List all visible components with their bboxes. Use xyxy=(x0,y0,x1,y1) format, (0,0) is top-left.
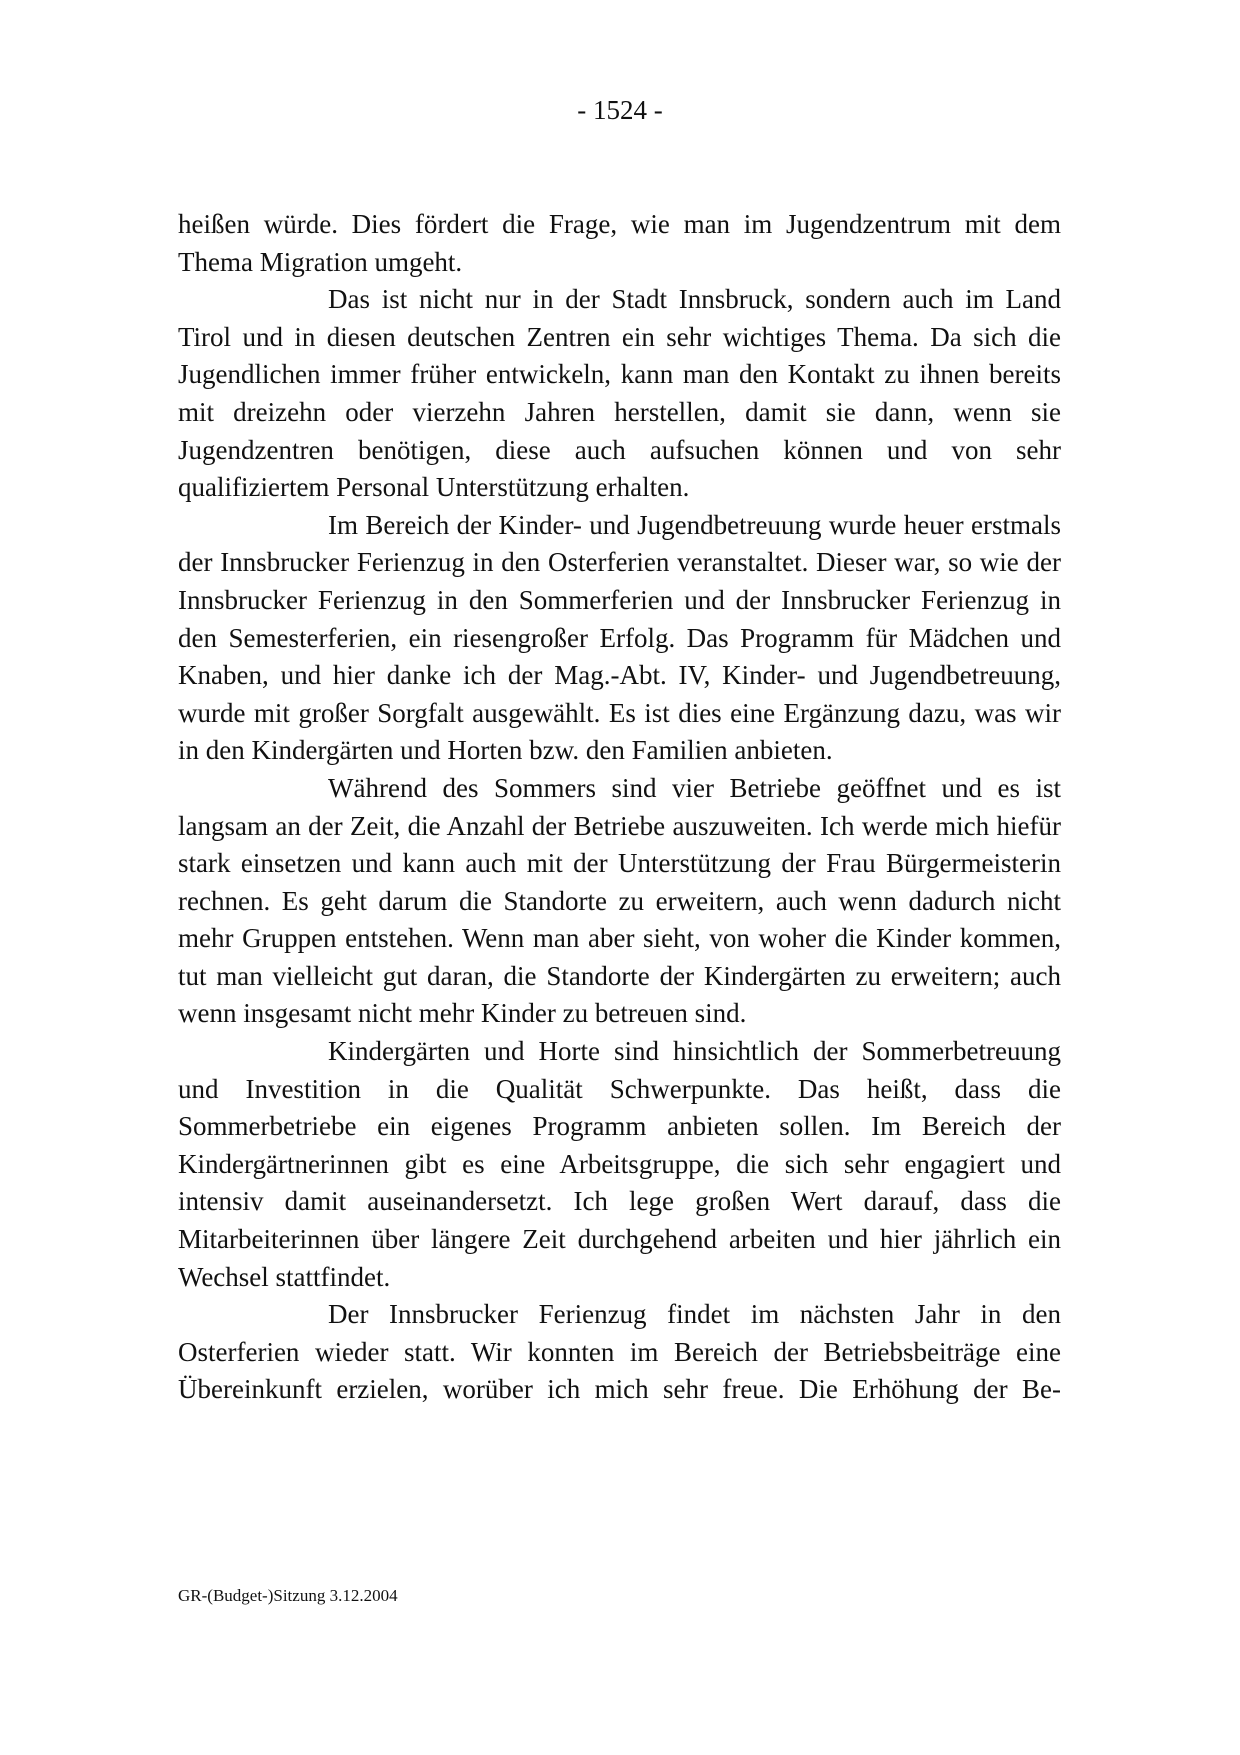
paragraph: Der Innsbrucker Ferienzug findet im nächsten Jahr in den Osterferien wieder statt. Wir konnten im Bereich der Betriebsbeiträge eine Übereinkunft erzielen, worüber ich mich sehr freue. Die Erhöhung der Be- xyxy=(178,1299,1061,1405)
body-text xyxy=(178,206,1061,1409)
paragraph: heißen würde. Dies fördert die Frage, wie man im Jugendzentrum mit dem Thema Migration umgeht. xyxy=(178,209,1061,277)
paragraph: Im Bereich der Kinder- und Jugendbetreuung wurde heuer erstmals der Innsbrucker Ferienzug in den Osterferien veranstaltet. Dieser war, so wie der Innsbrucker Ferienzug in den Sommerferien und der Innsbrucker Ferienzug in den Semesterferien, ein riesengroßer Erfolg. Das Programm für Mädchen und Knaben, und hier danke ich der Mag.-Abt. IV, Kinder- und Jugendbetreuung, wurde mit großer Sorgfalt ausgewählt. Es ist dies eine Ergänzung dazu, was wir in den Kindergärten und Horten bzw. den Familien anbieten. xyxy=(178,509,1061,766)
paragraph: Kindergärten und Horte sind hinsichtlich der Sommerbetreuung und Investition in die Qualität Schwerpunkte. Das heißt, dass die Sommerbetriebe ein eigenes Programm anbieten sollen. Im Bereich der Kindergärtnerinnen gibt es eine Arbeitsgruppe, die sich sehr engagiert und intensiv damit auseinandersetzt. Ich lege großen Wert darauf, dass die Mitarbeiterinnen über längere Zeit durchgehend arbeiten und hier jährlich ein Wechsel stattfindet. xyxy=(178,1036,1061,1292)
paragraph: Das ist nicht nur in der Stadt Innsbruck, sondern auch im Land Tirol und in diesen deutschen Zentren ein sehr wichtiges Thema. Da sich die Jugendlichen immer früher entwickeln, kann man den Kontakt zu ihnen bereits mit dreizehn oder vierzehn Jahren herstellen, damit sie dann, wenn sie Jugendzentren benötigen, diese auch aufsuchen können und von sehr qualifiziertem Personal Unterstützung erhalten. xyxy=(178,284,1061,503)
footer: GR-(Budget-)Sitzung 3.12.2004 xyxy=(178,1586,398,1605)
paragraph: Während des Sommers sind vier Betriebe geöffnet und es ist langsam an der Zeit, die Anzahl der Betriebe auszuweiten. Ich werde mich hiefür stark einsetzen und kann auch mit der Unterstützung der Frau Bürgermeisterin rechnen. Es geht darum die Standorte zu erweitern, auch wenn dadurch nicht mehr Gruppen entstehen. Wenn man aber sieht, von woher die Kinder kommen, tut man vielleicht gut daran, die Standorte der Kindergärten zu erweitern; auch wenn insgesamt nicht mehr Kinder zu betreuen sind. xyxy=(178,772,1061,1029)
page-number: - 1524 - xyxy=(577,95,663,125)
